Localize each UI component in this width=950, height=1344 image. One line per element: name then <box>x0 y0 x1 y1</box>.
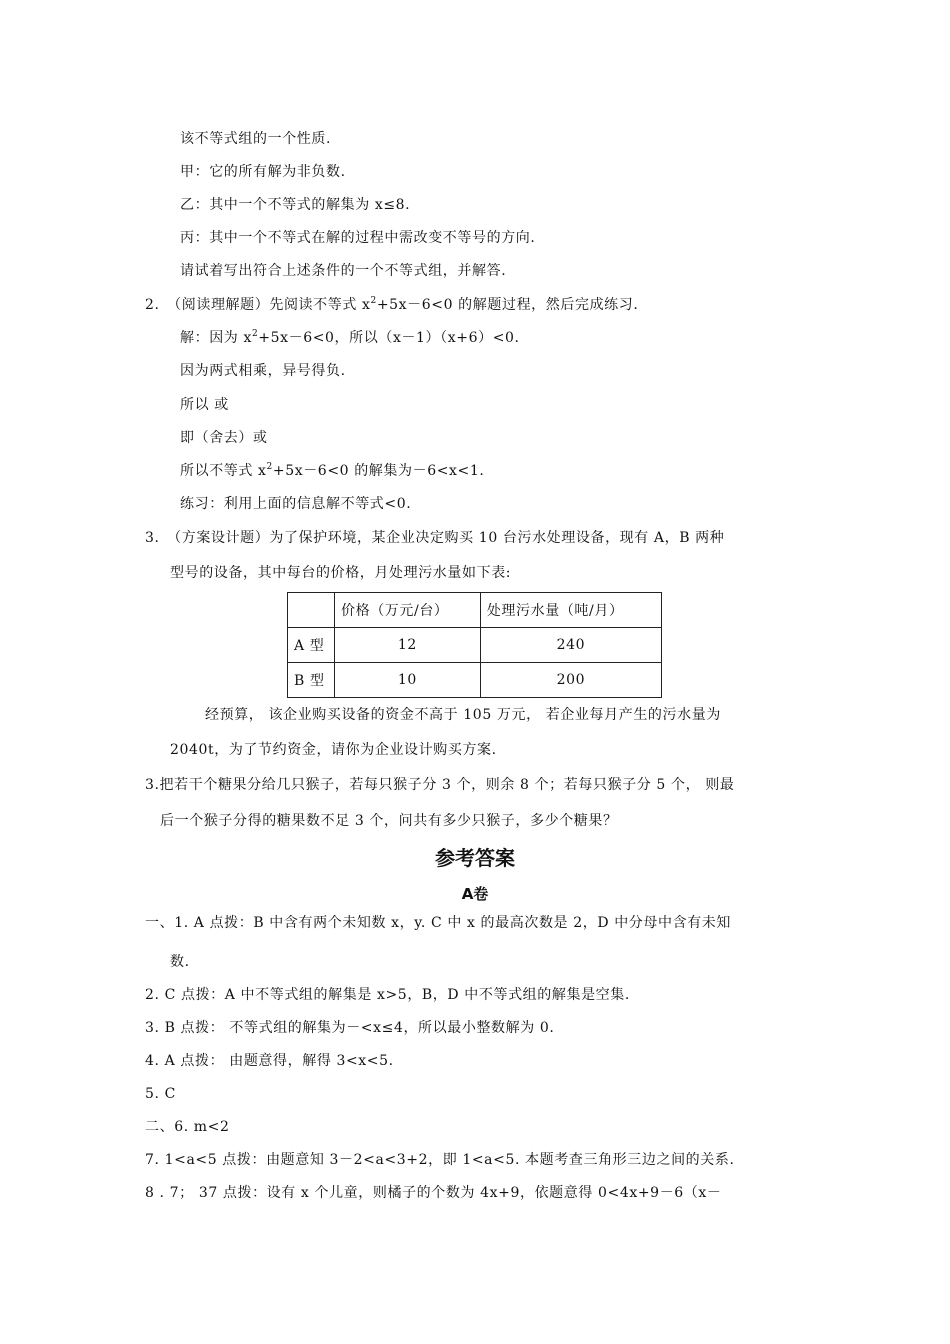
text-line: 请试着写出符合上述条件的一个不等式组，并解答. <box>180 263 507 279</box>
answer-line: 二、6. m<2 <box>145 1119 230 1135</box>
question-3b-line: 3.把若干个糖果分给几只猴子，若每只猴子分 3 个，则余 8 个；若每只猴子分 5 个， 则最 <box>145 777 735 793</box>
practice-line: 练习：利用上面的信息解不等式<0. <box>180 496 412 512</box>
equipment-table <box>287 592 662 698</box>
text-line: 该不等式组的一个性质. <box>180 131 332 147</box>
table-cell: 200 <box>480 663 661 698</box>
text-line: 所以 或 <box>180 397 229 413</box>
solution-line: 解：因为 $x^2+5x-6<0$，所以（x－1）（x+6）<0. <box>180 329 520 346</box>
text-line: 2040t，为了节约资金，请你为企业设计购买方案. <box>170 742 497 758</box>
question-2-heading: 2. （阅读理解题）先阅读不等式 $x^2+5x-6<0$ 的解题过程，然后完成练习. <box>145 296 639 313</box>
text-line: 型号的设备，其中每台的价格，月处理污水量如下表: <box>170 565 512 581</box>
table-header: 价格（万元/台） <box>335 593 481 628</box>
table-row <box>288 663 662 698</box>
table-cell: A 型 <box>288 628 335 663</box>
table-cell: B 型 <box>288 663 335 698</box>
table-header <box>288 593 335 628</box>
answer-line: 一、1. A 点拨：B 中含有两个未知数 x，y. C 中 x 的最高次数是 2，D 中分母中含有未知 <box>145 915 731 931</box>
table-cell: 10 <box>335 663 481 698</box>
text-line: 乙：其中一个不等式的解集为 x≤8. <box>180 197 411 213</box>
table-row <box>288 628 662 663</box>
answer-line: 2. C 点拨：A 中不等式组的解集是 x>5，B，D 中不等式组的解集是空集. <box>145 987 630 1003</box>
answers-title: 参考答案 <box>435 846 515 870</box>
question-3-heading: 3. （方案设计题）为了保护环境，某企业决定购买 10 台污水处理设备，现有 A，B 两种 <box>145 530 725 546</box>
table-cell: 240 <box>480 628 661 663</box>
answer-line: 5. C <box>145 1086 176 1102</box>
text-line: 丙：其中一个不等式在解的过程中需改变不等号的方向. <box>180 230 536 246</box>
text-line: 后一个猴子分得的糖果数不足 3 个，问共有多少只猴子，多少个糖果？ <box>160 813 618 829</box>
text-line: 甲：它的所有解为非负数. <box>180 164 346 180</box>
table-header-row <box>288 593 662 628</box>
answer-line: 3. B 点拨： 不等式组的解集为－<x≤4，所以最小整数解为 0. <box>145 1020 555 1036</box>
answers-subtitle: A卷 <box>461 885 489 903</box>
text-line: 因为两式相乘，异号得负. <box>180 363 346 379</box>
answer-line: 数. <box>170 954 190 970</box>
text-line: 即（舍去）或 <box>180 430 268 446</box>
table-cell: 12 <box>335 628 481 663</box>
answer-line: 4. A 点拨： 由题意得，解得 3<x<5. <box>145 1053 394 1069</box>
result-line: 所以不等式 $x^2+5x-6<0$ 的解集为－6<x<1. <box>180 462 485 479</box>
answer-line: 8 . 7； 37 点拨：设有 x 个儿童，则橘子的个数为 4x+9，依题意得 0<4x+9－6（x－ <box>145 1185 722 1201</box>
text-line: 经预算， 该企业购买设备的资金不高于 105 万元， 若企业每月产生的污水量为 <box>205 707 721 723</box>
answer-line: 7. 1<a<5 点拨：由题意知 3－2<a<3+2，即 1<a<5. 本题考查三角形三边之间的关系. <box>145 1152 735 1168</box>
table-header: 处理污水量（吨/月） <box>480 593 661 628</box>
